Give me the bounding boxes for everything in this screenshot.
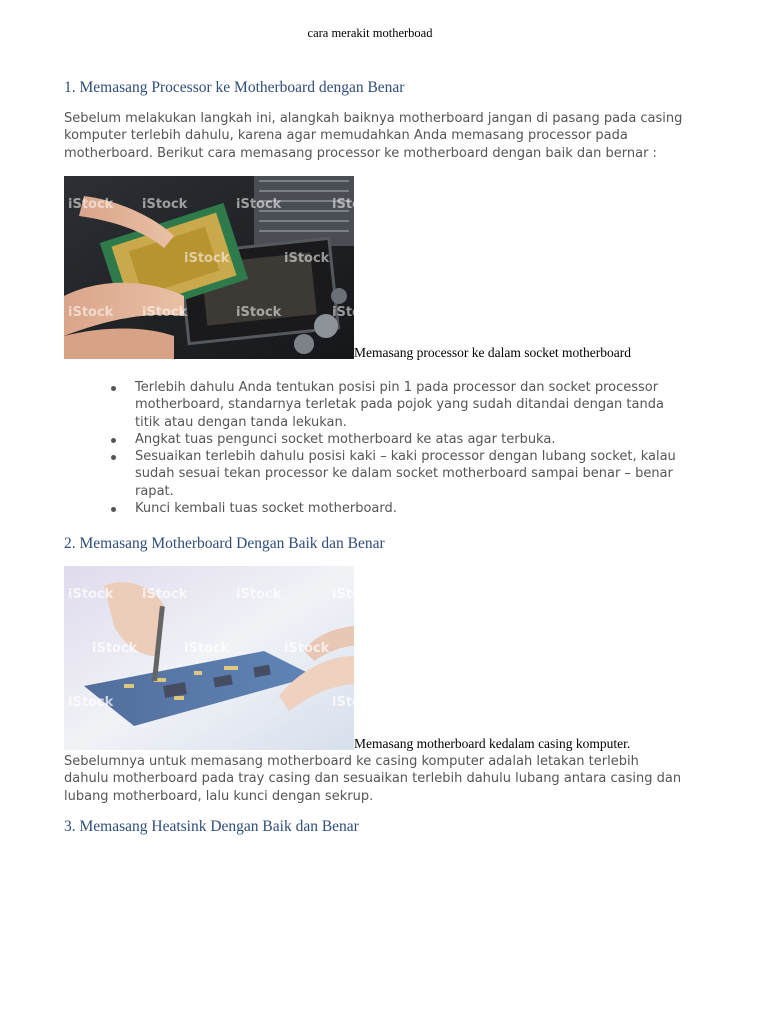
watermark-text: iStock bbox=[68, 305, 114, 320]
watermark-text: iStock bbox=[142, 305, 188, 320]
section-2-body: Sebelumnya untuk memasang motherboard ke casing komputer adalah letakan terlebih dahulu motherboard pada tray casing dan sesuaikan terlebih dahulu lubang antara casing dan lubang motherboard, lalu kunci dengan sekrup. bbox=[64, 754, 682, 804]
watermark-text: iStock bbox=[68, 587, 114, 602]
section-1-heading: 1. Memasang Processor ke Motherboard dengan Benar bbox=[64, 79, 405, 96]
figure-2-caption: Memasang motherboard kedalam casing komputer. bbox=[354, 736, 631, 751]
list-item-text: Sesuaikan terlebih dahulu posisi kaki – kaki processor dengan lubang socket, kalau sudah sesuai tekan processor ke dalam socket motherboard sampai benar – benar rapat. bbox=[135, 449, 676, 499]
list-item-text: Kunci kembali tuas socket motherboard. bbox=[135, 501, 397, 517]
list-item-text: Terlebih dahulu Anda tentukan posisi pin 1 pada processor dan socket processor motherboard, standarnya terletak pada pojok yang sudah ditandai dengan tanda titik atau dengan tanda lekukan. bbox=[135, 380, 664, 430]
watermark-text: iStock bbox=[68, 197, 114, 212]
list-item bbox=[135, 500, 680, 517]
watermark-text: iStock bbox=[332, 587, 378, 602]
watermark-text: iStock bbox=[284, 641, 330, 656]
bullet-icon bbox=[111, 386, 116, 391]
bullet-icon bbox=[111, 507, 116, 512]
figure-1-caption: Memasang processor ke dalam socket motherboard bbox=[354, 345, 632, 360]
watermark-text: iStock bbox=[236, 587, 282, 602]
processor-socket-photo bbox=[64, 176, 378, 359]
list-item-text: Angkat tuas pengunci socket motherboard ke atas agar terbuka. bbox=[135, 431, 556, 447]
watermark-text: iStock bbox=[236, 305, 282, 320]
section-2-heading: 2. Memasang Motherboard Dengan Baik dan Benar bbox=[64, 535, 385, 552]
section-1-intro: Sebelum melakukan langkah ini, alangkah baiknya motherboard jangan di pasang pada casing komputer terlebih dahulu, karena agar memudahkan Anda memasang processor pada motherboard. Berikut cara memasang processor ke motherboard dengan baik dan bernar : bbox=[64, 111, 683, 161]
watermark-text: iStock bbox=[332, 695, 378, 710]
watermark-text: iStock bbox=[142, 197, 188, 212]
watermark-text: iStock bbox=[332, 305, 378, 320]
motherboard-soldering-photo bbox=[64, 566, 378, 750]
watermark-text: iStock bbox=[68, 695, 114, 710]
list-item bbox=[135, 431, 680, 448]
bullet-icon bbox=[111, 438, 116, 443]
bullet-list bbox=[135, 379, 680, 517]
watermark-text: iStock bbox=[142, 587, 188, 602]
bullet-icon bbox=[111, 455, 116, 460]
watermark-text: iStock bbox=[92, 641, 138, 656]
watermark-text: iStock bbox=[184, 251, 230, 266]
document-title: cara merakit motherboad bbox=[307, 26, 433, 40]
watermark-text: iStock bbox=[236, 197, 282, 212]
watermark-text: iStock bbox=[332, 197, 378, 212]
watermark-text: iStock bbox=[184, 641, 230, 656]
list-item bbox=[135, 379, 680, 431]
list-item bbox=[135, 448, 680, 500]
watermark-text: iStock bbox=[284, 251, 330, 266]
section-3-heading: 3. Memasang Heatsink Dengan Baik dan Benar bbox=[64, 818, 359, 835]
